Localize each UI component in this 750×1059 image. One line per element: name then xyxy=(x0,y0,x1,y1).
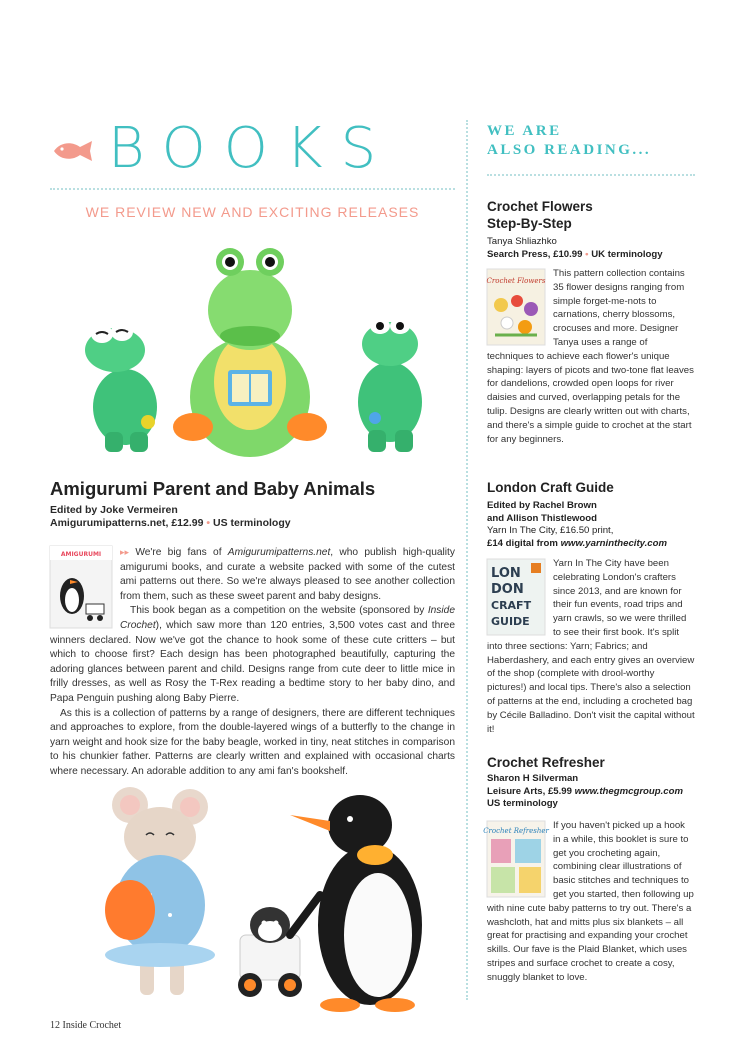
page-number: 12 xyxy=(50,1020,60,1031)
parent-crocodile xyxy=(173,248,327,457)
crochet-flowers-book-cover xyxy=(487,269,545,345)
svg-text:Crochet Flowers: Crochet Flowers xyxy=(486,277,546,285)
review-1-title xyxy=(487,198,593,232)
review-3-price: Leisure Arts, £5.99 xyxy=(487,785,575,797)
svg-text:LON: LON xyxy=(491,566,521,581)
p2-em: Inside Crochet xyxy=(120,605,455,631)
baby-crocodile-left xyxy=(85,323,157,452)
main-review-publisher-price: Amigurumipatterns.net, £12.99 xyxy=(50,517,204,529)
svg-text:Crochet Refresher: Crochet Refresher xyxy=(483,827,549,835)
svg-text:DON: DON xyxy=(491,582,524,597)
review-1-meta xyxy=(487,236,663,261)
mouse-penguin-amigurumi-photo xyxy=(50,785,455,1015)
p2-a: This book began as a competition on the website (sponsored by xyxy=(130,605,428,617)
bullet-separator: • xyxy=(206,517,211,529)
review-3-terminology: US terminology xyxy=(487,798,558,809)
main-review-body xyxy=(50,545,455,780)
books-header xyxy=(50,118,455,180)
review-2-price-line2: £14 digital from xyxy=(487,537,561,549)
svg-text:AMIGURUMI: AMIGURUMI xyxy=(60,551,102,558)
p1-b: , who publish high-quality amigurumi books, and curate a website packed with some of the cutest ami patterns out there. So we're always pleased to see another collection from them, such as these sweet parent and baby designs. xyxy=(120,547,455,602)
review-1-author: Tanya Shliazhko xyxy=(487,236,557,247)
column-divider xyxy=(466,120,468,1000)
sidebar-divider xyxy=(487,174,695,176)
fish-icon xyxy=(50,138,100,164)
p1-a: We're big fans of xyxy=(135,547,228,558)
review-3-title: Crochet Refresher xyxy=(487,755,605,770)
review-3-author: Sharon H Silverman xyxy=(487,773,579,784)
review-2-text: Yarn In The City have been celebrating London's crafters since 2013, and are known for their fun events, road trips and yarn crawls, so we were thrilled to see their first book. It's split into three sections: Yarn; Fabrics; and Haberdashery, and each entry gives an overview of the shop (complete with drool-worthy pictures!) and local tips. There's also a selection of patterns at the end, including a crocheted bag by Cécile Balladino. Don't visit the capital without it! xyxy=(487,558,695,735)
header-divider xyxy=(50,188,455,190)
mouse-amigurumi xyxy=(105,787,215,995)
review-2-editors-line1: Edited by Rachel Brown xyxy=(487,500,597,511)
review-3-meta xyxy=(487,773,683,811)
review-1-title-line2: Step-By-Step xyxy=(487,216,572,231)
review-1-text: This pattern collection contains 35 flower designs ranging from simple forget-me-nots to carnations, cherry blossoms, crocuses and more. Designer Tanya uses a range of techniques to achieve each flower's unique shaping: layers of picots and two-tone flat leaves for dandelions, crowded open loops for river daisies and curved, overlapping petals for the tulip. Designs are clearly written out with charts, and there's a simple guide to crochet at the start for any beginners. xyxy=(487,268,694,445)
review-3-url[interactable]: www.thegmcgroup.com xyxy=(574,785,684,797)
review-1-terminology: UK terminology xyxy=(591,248,663,260)
sidebar-title xyxy=(487,122,651,160)
review-2-body xyxy=(487,557,695,736)
magazine-name: Inside Crochet xyxy=(62,1020,122,1031)
review-2-editors-line2: and Allison Thistlewood xyxy=(487,512,597,524)
p3: As this is a collection of patterns by a range of designers, there are different techniques and approaches to explore, from the double-layered wings of a butterfly to the change in yarn weight and hook size for the baby beagle, worked in tiny, neat stitches in comparison to his chunkier father. Patterns are clearly written and explained with occasional charts where necessary. An adorable addition to any ami fan's bookshelf. xyxy=(50,707,455,777)
main-review-editor: Edited by Joke Vermeiren xyxy=(50,504,178,516)
page-subtitle: WE REVIEW NEW AND EXCITING RELEASES xyxy=(85,204,420,220)
review-1-body xyxy=(487,267,695,446)
amigurumi-book-cover xyxy=(50,546,112,628)
baby-penguin-stroller xyxy=(238,907,302,997)
review-1-publisher-price: Search Press, £10.99 xyxy=(487,248,583,260)
double-arrow-icon: ▸▸ xyxy=(120,547,130,557)
crochet-refresher-cover xyxy=(483,821,549,897)
parent-penguin xyxy=(290,795,422,1012)
review-1-title-line1: Crochet Flowers xyxy=(487,199,593,214)
london-craft-guide-cover xyxy=(487,559,545,635)
sidebar-title-line1: WE ARE xyxy=(487,123,562,139)
review-3-body xyxy=(483,819,695,985)
sidebar-title-line2: ALSO READING... xyxy=(487,142,652,158)
main-review-publisher xyxy=(50,517,291,530)
page-title: BOOKS xyxy=(108,116,395,181)
main-review-terminology: US terminology xyxy=(213,517,291,529)
svg-text:CRAFT: CRAFT xyxy=(491,599,532,612)
review-2-title: London Craft Guide xyxy=(487,480,614,495)
review-2-meta xyxy=(487,500,667,550)
p1-em: Amigurumipatterns.net xyxy=(227,547,331,558)
crocodile-amigurumi-photo xyxy=(50,232,455,472)
review-2-url[interactable]: www.yarninthecity.com xyxy=(560,537,668,549)
review-2-price-line1: Yarn In The City, £16.50 print, xyxy=(487,525,614,536)
review-3-text: If you haven't picked up a hook in a while, this booklet is sure to get you crocheting again, combining clear illustrations of basic stitches and techniques to get you started, then following up with nine cute baby patterns to try out. There's a washcloth, hat and mitts plus six blankets – all great for practising and expanding your crochet skills. Our fave is the Plaid Blanket, which uses stripes and surface crochet to create a cosy, snuggly blanket to love. xyxy=(487,820,694,983)
svg-text:GUIDE: GUIDE xyxy=(491,615,530,628)
main-review-title: Amigurumi Parent and Baby Animals xyxy=(50,478,376,499)
page-footer xyxy=(50,1020,121,1031)
baby-crocodile-right xyxy=(358,318,422,452)
bullet-separator: • xyxy=(585,248,589,260)
p2-b: ), which saw more than 120 entries, 3,500 votes cast and three winners declared. Now we've got the chance to hook some of these cute critters – but which to choose first? Each design has been photographed beautifully, capturing the adoring glances between parent and child. Designs range from cute deer to little mice in frilly dresses, as well as Rosy the T-Rex reading a bedtime story to her baby dino, and Papa Penguin pushing along Baby Pierre. xyxy=(50,619,455,704)
